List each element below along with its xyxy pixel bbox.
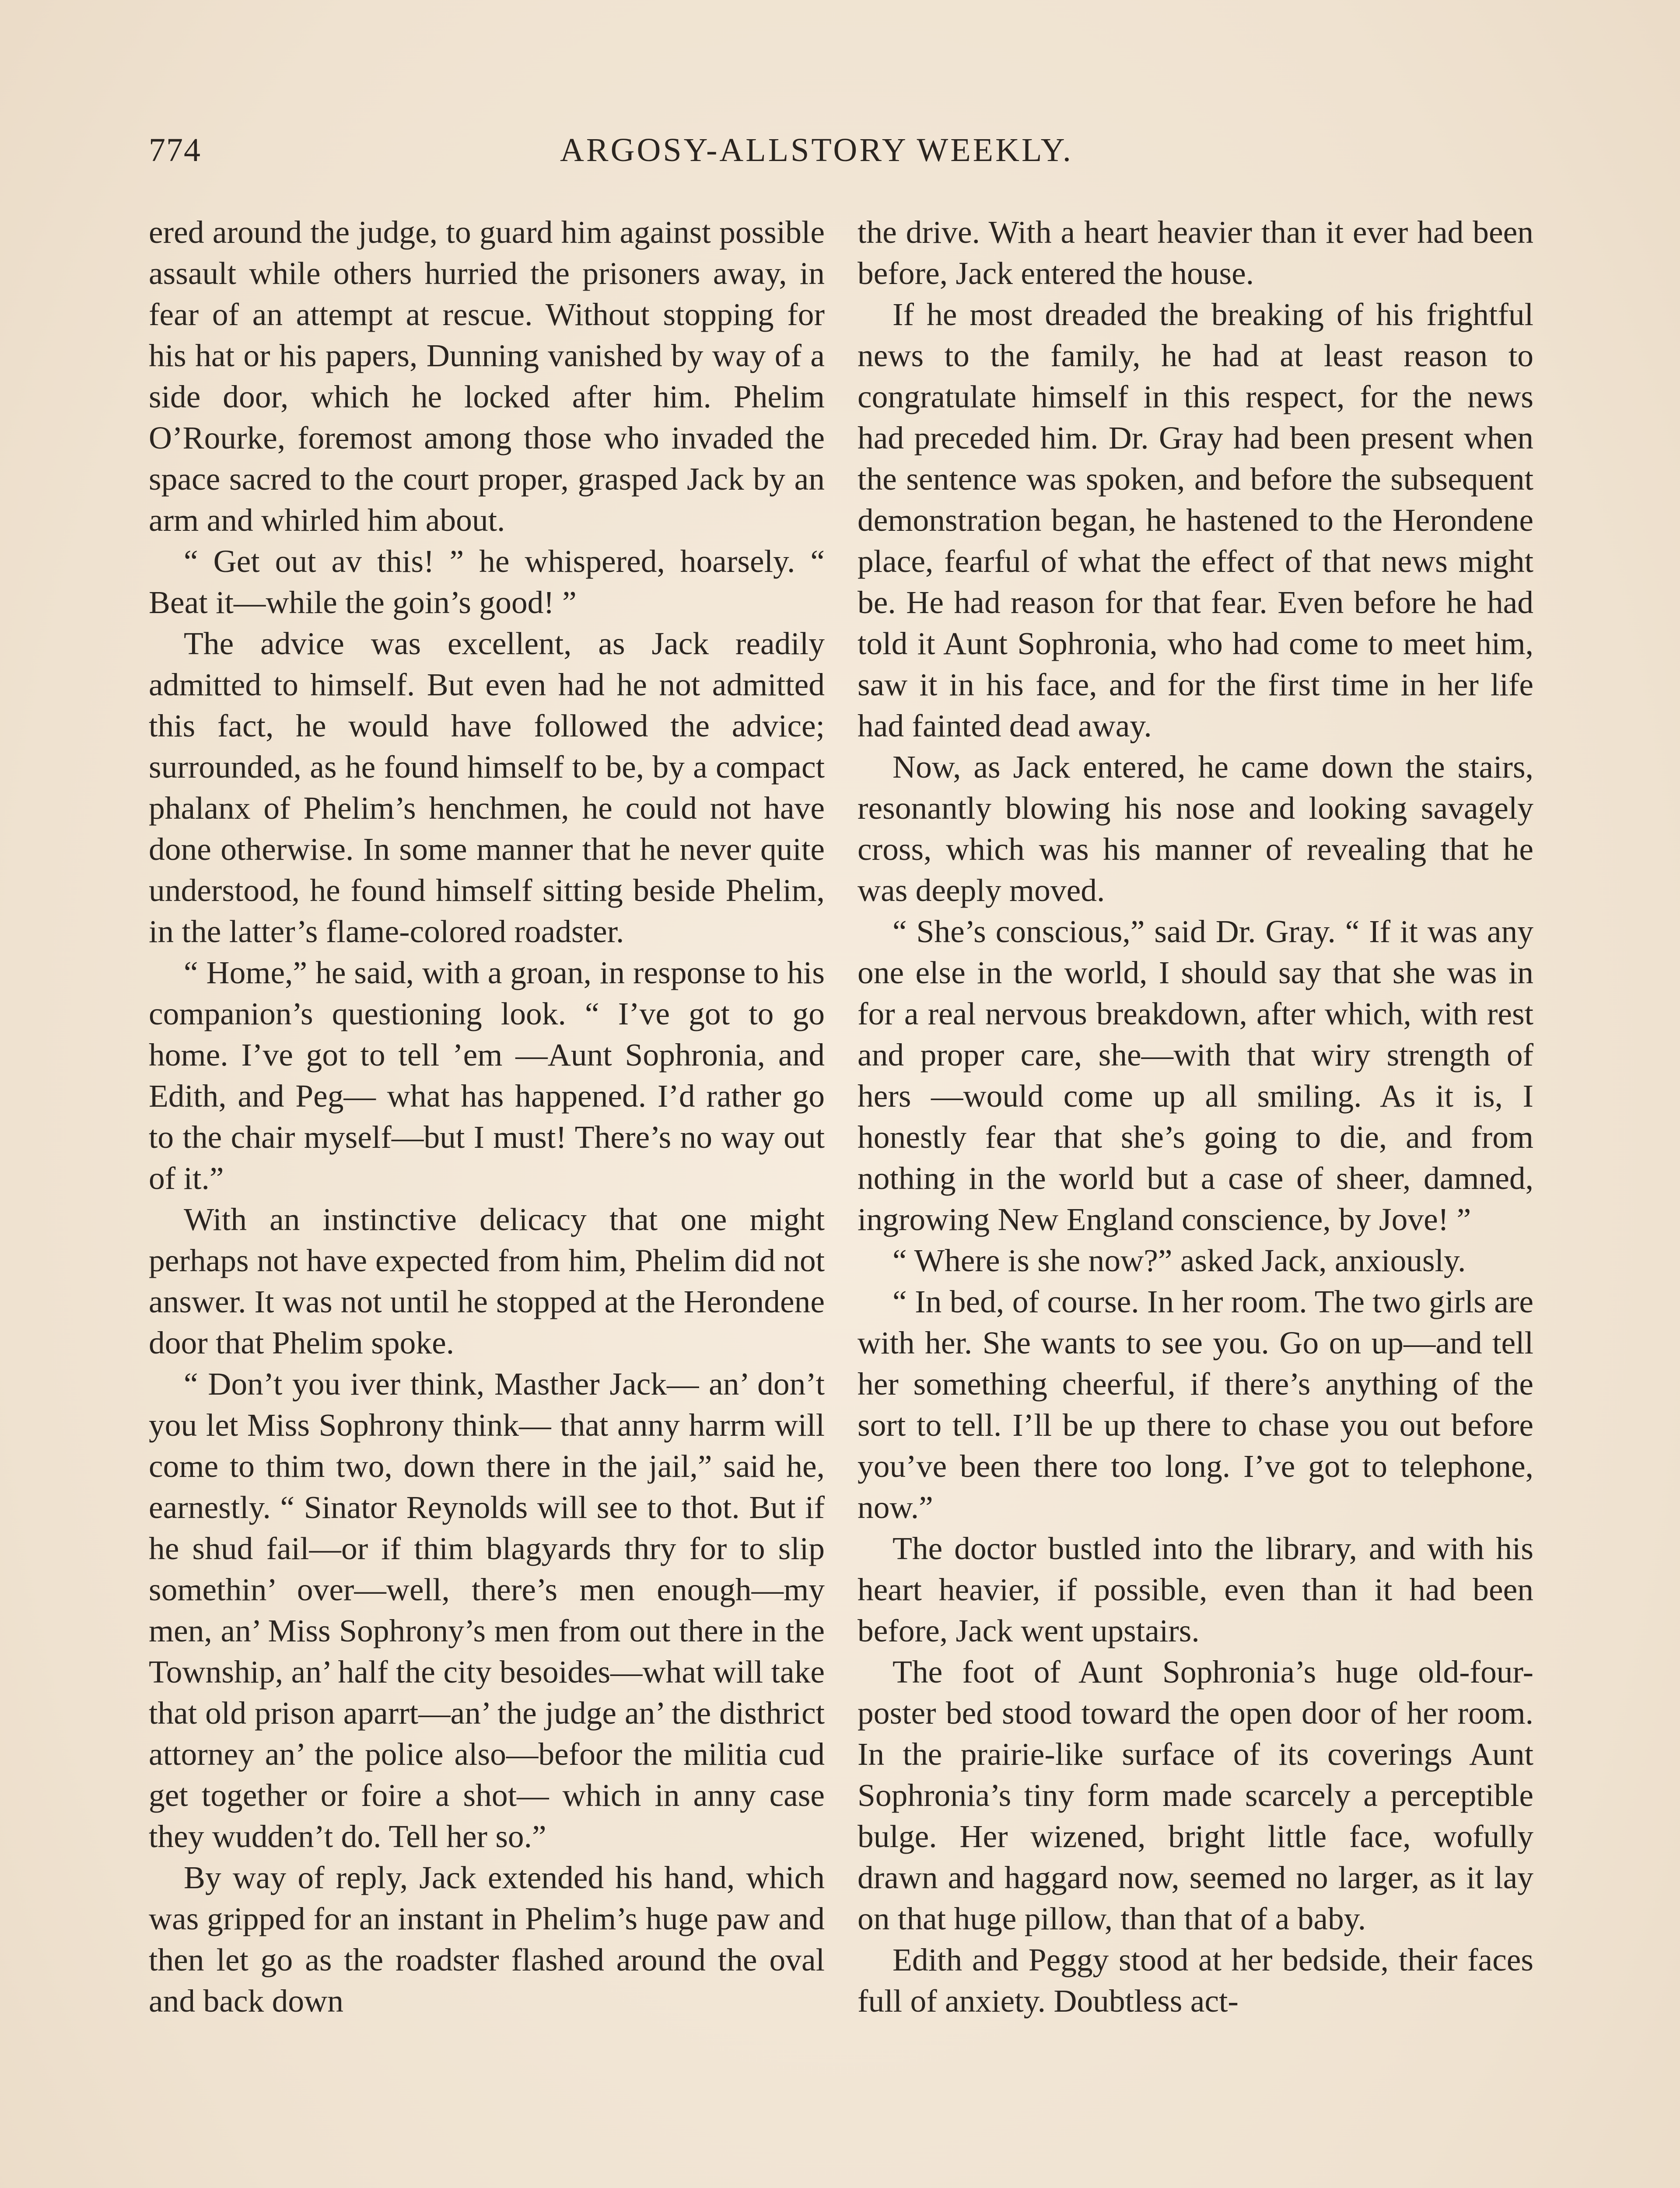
paragraph: “ Get out av this! ” he whispered, hoarsely. “ Beat it—while the goin’s good! ” bbox=[149, 543, 825, 620]
paragraph: If he most dreaded the breaking of his frightful news to the family, he had at least reason to congratulate himself in this respect, for the news had preceded him. Dr. Gray had been present when the sentence was spoken, and before the subsequent demonstration began, he hastened to the Herondene place, fearful of what the effect of that news might be. He had reason for that fear. Even before he had told it Aunt Sophronia, who had come to meet him, saw it in his face, and for the first time in her life had fainted dead away. bbox=[858, 297, 1533, 743]
paragraph: ered around the judge, to guard him against possible assault while others hurried the prisoners away, in fear of an attempt at rescue. Without stopping for his hat or his papers, Dunning vanished by way of a side door, which he locked after him. Phelim O’Rourke, foremost among those who invaded the space sacred to the court proper, grasped Jack by an arm and whirled him about. bbox=[149, 214, 825, 538]
paragraph: The advice was excellent, as Jack readily admitted to himself. But even had he not admitted this fact, he would have followed the advice; surrounded, as he found himself to be, by a compact phalanx of Phelim’s henchmen, he could not have done otherwise. In some manner that he never quite understood, he found himself sitting beside Phelim, in the latter’s flame-colored roadster. bbox=[149, 626, 825, 949]
paragraph: With an instinctive delicacy that one might perhaps not have expected from him, Phelim did not answer. It was not until he stopped at the Herondene door that Phelim spoke. bbox=[149, 1202, 825, 1360]
paragraph: The doctor bustled into the library, and with his heart heavier, if possible, even than it had been before, Jack went upstairs. bbox=[858, 1531, 1533, 1648]
paragraph: The foot of Aunt Sophronia’s huge old-four-poster bed stood toward the open door of her room. In the prairie-like surface of its coverings Aunt Sophronia’s tiny form made scarcely a perceptible bulge. Her wizened, bright little face, wofully drawn and haggard now, seemed no larger, as it lay on that huge pillow, than that of a baby. bbox=[858, 1654, 1533, 1936]
paragraph: “ In bed, of course. In her room. The two girls are with her. She wants to see you. Go on up—and tell her something cheerful, if there’s anything of the sort to tell. I’ll be up there to chase you out before you’ve been there too long. I’ve got to telephone, now.” bbox=[858, 1284, 1533, 1525]
running-head: ARGOSY-ALLSTORY WEEKLY. bbox=[560, 132, 1073, 168]
right-column bbox=[858, 212, 1533, 2022]
paragraph: “ Don’t you iver think, Masther Jack— an’ don’t you let Miss Sophrony think— that anny harrm will come to thim two, down there in the jail,” said he, earnestly. “ Sinator Reynolds will see to thot. But if he shud fail—or if thim blagyards thry for to slip somethin’ over—well, there’s men enough—my men, an’ Miss Sophrony’s men from out there in the Township, an’ half the city besoides—what will take that old prison aparrt—an’ the judge an’ the disthrict attorney an’ the police also—befoor the militia cud get together or foire a shot— which in anny case they wudden’t do. Tell her so.” bbox=[149, 1366, 825, 1854]
page-number: 774 bbox=[149, 132, 201, 168]
paragraph: By way of reply, Jack extended his hand, which was gripped for an instant in Phelim’s huge paw and then let go as the roadster flashed around the oval and back down bbox=[149, 1860, 825, 2019]
paragraph: Edith and Peggy stood at her bedside, their faces full of anxiety. Doubtless act- bbox=[858, 1942, 1533, 2019]
paragraph: the drive. With a heart heavier than it ever had been before, Jack entered the house. bbox=[858, 214, 1533, 291]
paragraph: “ She’s conscious,” said Dr. Gray. “ If it was any one else in the world, I should say that she was in for a real nervous breakdown, after which, with rest and proper care, she—with that wiry strength of hers —would come up all smiling. As it is, I honestly fear that she’s going to die, and from nothing in the world but a case of sheer, damned, ingrowing New England conscience, by Jove! ” bbox=[858, 914, 1533, 1237]
paragraph: “ Home,” he said, with a groan, in response to his companion’s questioning look. “ I’ve got to go home. I’ve got to tell ’em —Aunt Sophronia, and Edith, and Peg— what has happened. I’d rather go to the chair myself—but I must! There’s no way out of it.” bbox=[149, 955, 825, 1196]
page-header bbox=[149, 131, 1549, 179]
paragraph: Now, as Jack entered, he came down the stairs, resonantly blowing his nose and looking savagely cross, which was his manner of revealing that he was deeply moved. bbox=[858, 749, 1533, 908]
paragraph: “ Where is she now?” asked Jack, anxiously. bbox=[892, 1243, 1466, 1278]
left-column bbox=[149, 212, 825, 2022]
